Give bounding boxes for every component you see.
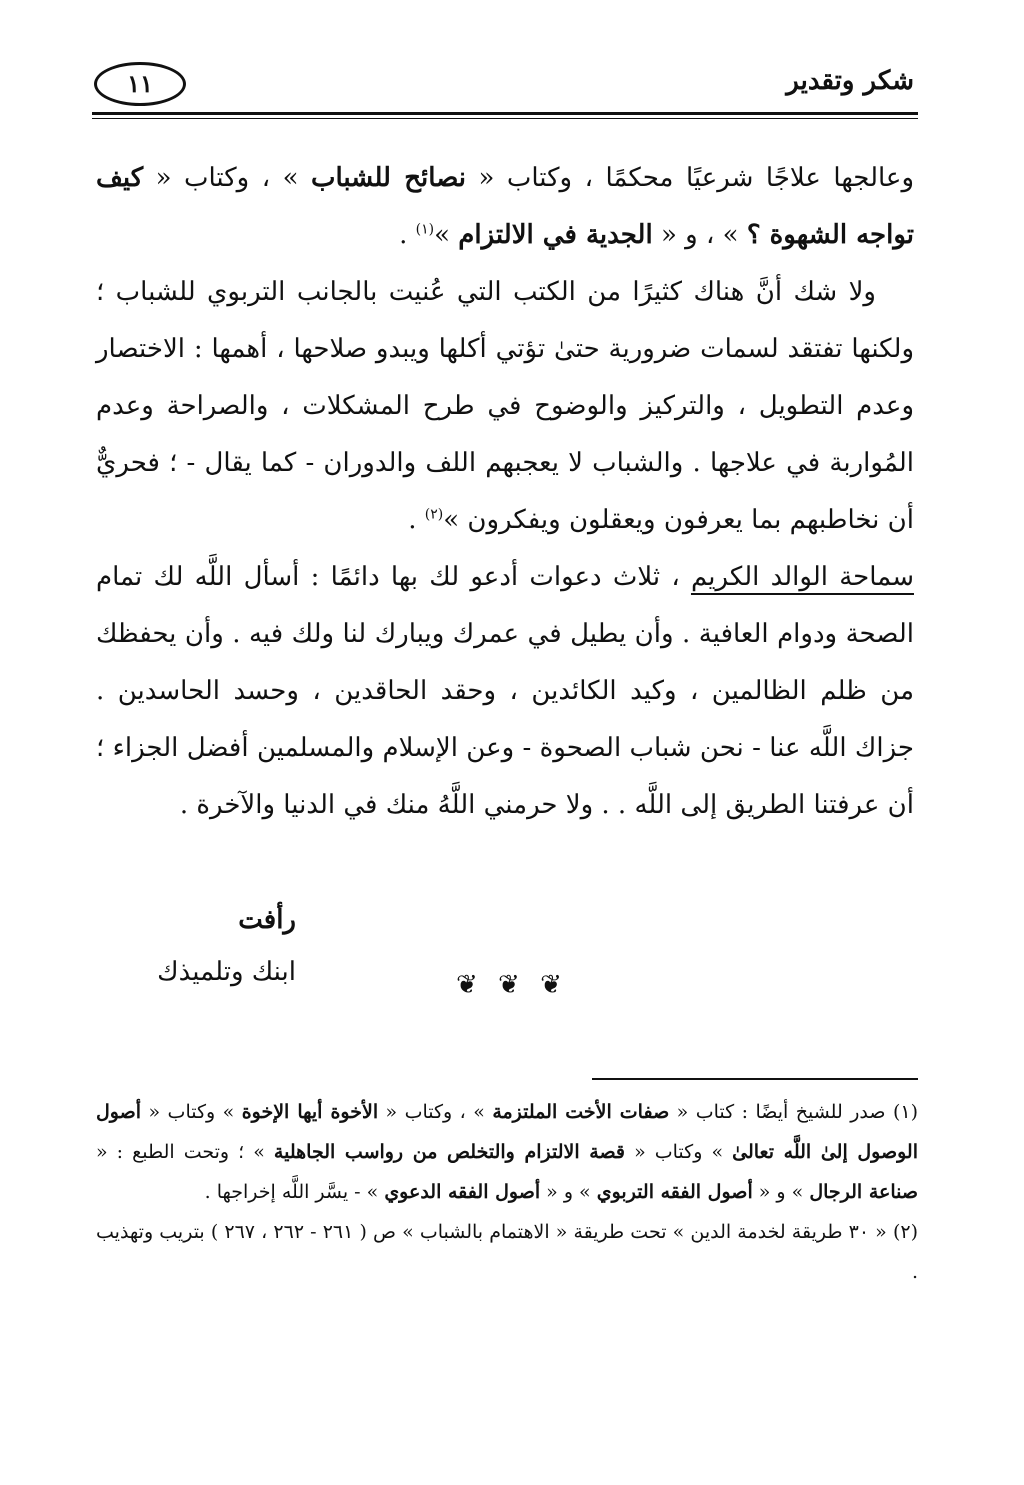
text-run: » وكتاب « [141,1101,242,1123]
footnote-2 [96,1212,918,1292]
book-title: الأخوة أيها الإخوة [241,1101,379,1123]
footnote-ref-2: (٢) [424,506,444,523]
text-run: » ، و « [652,220,747,250]
book-title: كيف تواجه الشهوة ؟ [96,163,914,250]
text-run: وعالجها علاجًا شرعيًا محكمًا ، وكتاب « [466,163,915,193]
main-text [96,150,914,834]
footnote-ref-1: (١) [415,221,435,238]
text-run: « ٣٠ طريقة لخدمة الدين » تحت طريقة « الاهتمام بالشباب » ص ( ٢٦١ - ٢٦٢ ، ٢٦٧ ) بتريب وتهذيب . [96,1221,918,1283]
footnote-number: (٢) [892,1221,918,1243]
header-rule-thin [92,118,918,119]
page-number-badge: ١١ [94,62,186,106]
book-title: نصائح للشباب [311,163,466,193]
text-run: . [399,220,416,250]
footnote-number: (١) [892,1101,918,1123]
paragraph-2 [96,264,914,549]
header-title: شكر وتقدير [786,66,914,96]
footnote-1 [96,1092,918,1212]
text-run: » وكتاب « [625,1141,733,1163]
running-header [92,60,918,108]
signature-subtitle: ابنك وتلميذك [157,957,296,987]
book-title: أصول الوصول إلىٰ اللَّه تعالىٰ [96,1101,918,1163]
footnote-rule [592,1078,918,1080]
text-run: صدر للشيخ أيضًا : كتاب « [669,1101,893,1123]
book-title: قصة الالتزام والتخلص من رواسب الجاهلية [273,1141,626,1163]
text-run: » ، وكتاب « [143,163,312,193]
header-rule-thick [92,112,918,115]
book-title: صفات الأخت الملتزمة [492,1101,670,1123]
text-run: » - يسَّر اللَّه إخراجها . [204,1181,385,1203]
text-run: » ، وكتاب « [378,1101,493,1123]
footnotes [96,1092,918,1292]
signature-name: رأفت [238,905,296,935]
text-run: » [434,220,459,250]
text-run: ولا شك أنَّ هناك كثيرًا من الكتب التي عُنيت بالجانب التربوي للشباب ؛ ولكنها تفتقد لسمات ضرورية حتىٰ تؤتي أكلها ويبدو صلاحها ، أهمها : الاختصار وعدم التطويل ، والتركيز والوضوح في طرح المشكلات ، والصراحة وعدم المُواربة في علاجها . والشباب لا يعجبهم اللف والدوران - كما يقال - ؛ فحريٌّ أن نخاطبهم بما يعرفون ويعقلون ويفكرون » [96,277,914,535]
book-title: صناعة الرجال [809,1181,918,1203]
text-run: » ؛ وتحت الطبع : « [96,1141,274,1163]
book-title: أصول الفقه التربوي [596,1181,753,1203]
text-run: . [408,505,425,535]
text-run: » و « [752,1181,810,1203]
addressee: سماحة الوالد الكريم [690,562,914,592]
book-title: أصول الفقه الدعوي [384,1181,541,1203]
paragraph-3 [96,549,914,834]
paragraph-1 [96,150,914,264]
book-title: الجدية في الالتزام [458,220,653,250]
text-run: ، ثلاث دعوات أدعو لك بها دائمًا : أسأل اللَّه لك تمام الصحة ودوام العافية . وأن يطيل في عمرك ويبارك لنا ولك فيه . وأن يحفظك من ظلم الظالمين ، وكيد الكائدين ، وحقد الحاقدين ، وحسد الحاسدين . جزاك اللَّه عنا - نحن شباب الصحوة - وعن الإسلام والمسلمين أفضل الجزاء ؛ أن عرفتنا الطريق إلى اللَّه . . ولا حرمني اللَّهُ منك في الدنيا والآخرة . [96,562,914,820]
text-run: » و « [540,1181,597,1203]
ornament-divider: ❦ ❦ ❦ [456,970,568,1000]
